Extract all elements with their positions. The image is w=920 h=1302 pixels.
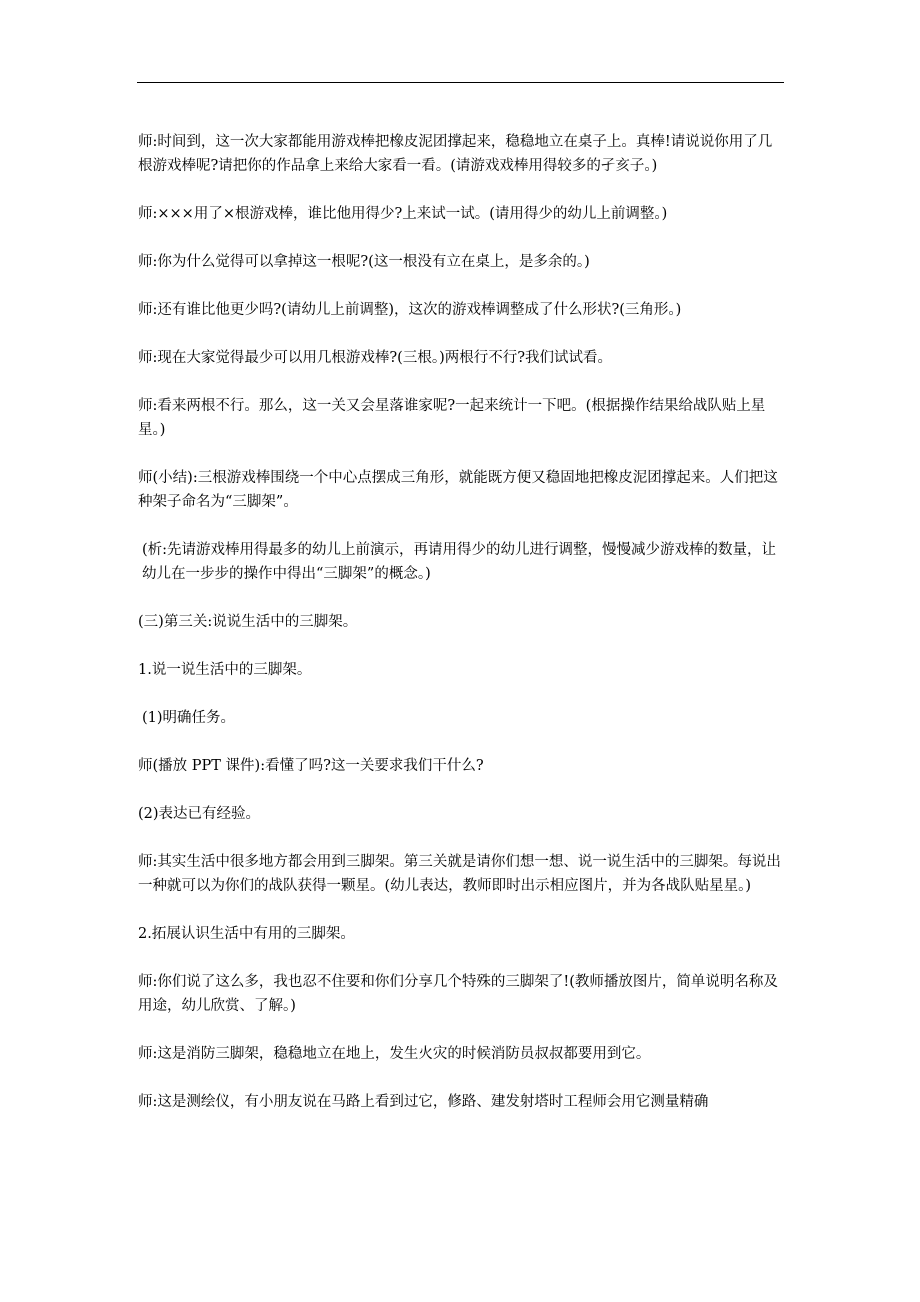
paragraph: 师(小结):三根游戏棒围绕一个中心点摆成三角形，就能既方便又稳固地把橡皮泥团撑起来。人们把这种架子命名为“三脚架”。 [138, 470, 778, 510]
paragraph: 师:时间到，这一次大家都能用游戏棒把橡皮泥团撑起来，稳稳地立在桌子上。真棒!请说说你用了几根游戏棒呢?请把你的作品拿上来给大家看一看。(请游戏戏棒用得较多的孑亥子。) [138, 134, 773, 174]
paragraph: 师:×××用了×根游戏棒，谁比他用得少?上来试一试。(请用得少的幼儿上前调整。) [138, 206, 668, 222]
paragraph: 师:你们说了这么多，我也忍不住要和你们分享几个特殊的三脚架了!(教师播放图片，简单说明名称及用途，幼儿欣赏、了解。) [138, 974, 778, 1014]
subsection-heading: 2.拓展认识生活中有用的三脚架。 [138, 926, 355, 942]
step-heading: (1)明确任务。 [142, 710, 236, 726]
header-rule [137, 82, 784, 83]
paragraph: 师:看来两根不行。那么，这一关又会星落谁家呢?一起来统计一下吧。(根据操作结果给战队贴上星星。) [138, 398, 766, 438]
paragraph: 师(播放 PPT 课件):看懂了吗?这一关要求我们干什么? [138, 758, 484, 774]
paragraph: 师:其实生活中很多地方都会用到三脚架。第三关就是请你们想一想、说一说生活中的三脚架。每说出一种就可以为你们的战队获得一颗星。(幼儿表达，教师即时出示相应图片，并为各战队贴星星。) [138, 854, 781, 894]
analysis-note: (析:先请游戏棒用得最多的幼儿上前演示，再请用得少的幼儿进行调整，慢慢减少游戏棒的数量，让幼儿在一步步的操作中得出“三脚架”的概念。) [142, 542, 777, 582]
section-heading: (三)第三关:说说生活中的三脚架。 [138, 614, 358, 630]
paragraph: 师:这是消防三脚架，稳稳地立在地上，发生火灾的时候消防员叔叔都要用到它。 [138, 1046, 651, 1062]
paragraph: 师:还有谁比他更少吗?(请幼儿上前调整)，这次的游戏棒调整成了什么形状?(三角形。) [138, 302, 682, 318]
document-body [138, 130, 786, 1114]
paragraph: 师:现在大家觉得最少可以用几根游戏棒?(三根。)两根行不行?我们试试看。 [138, 350, 612, 366]
step-heading: (2)表达已有经验。 [138, 806, 261, 822]
paragraph: 师:这是测绘仪，有小朋友说在马路上看到过它，修路、建发射塔时工程师会用它测量精确 [138, 1094, 709, 1110]
paragraph: 师:你为什么觉得可以拿掉这一根呢?(这一根没有立在桌上，是多余的。) [138, 254, 590, 270]
subsection-heading: 1.说一说生活中的三脚架。 [138, 662, 312, 678]
